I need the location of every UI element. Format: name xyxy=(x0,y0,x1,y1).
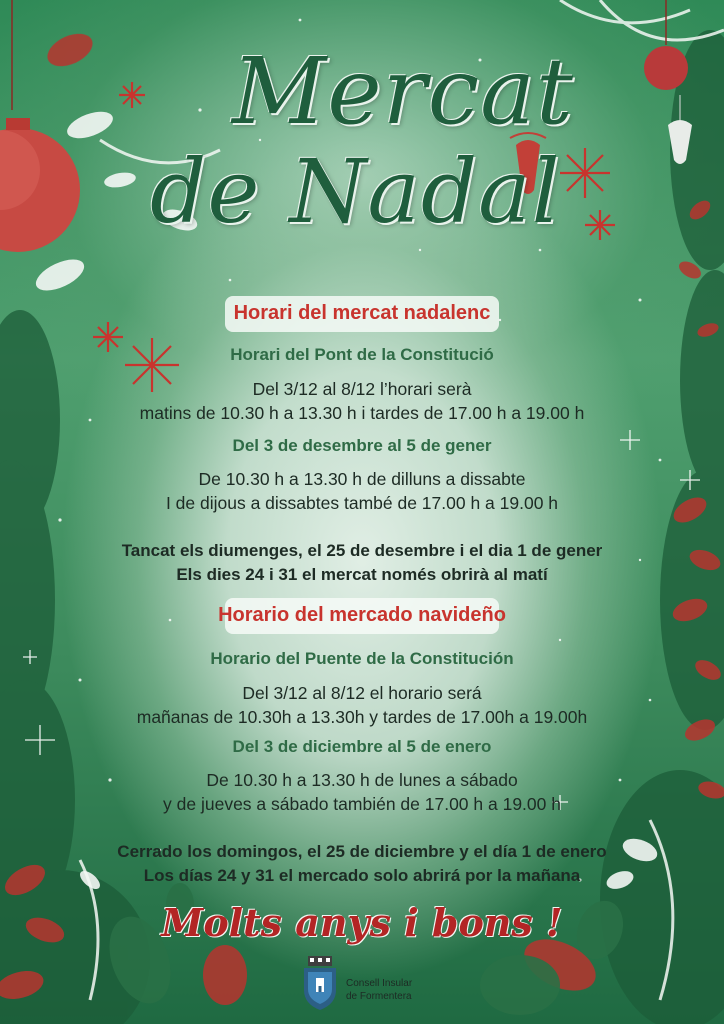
spanish-section1-line2: mañanas de 10.30h a 13.30h y tardes de 17.00h a 19.00h xyxy=(136,707,588,727)
catalan-section2-line2: I de dijous a dissabtes també de 17.00 h a 19.00 h xyxy=(165,493,559,513)
spanish-closed-line2: Los días 24 y 31 el mercado solo abrirá por la mañana xyxy=(143,866,581,885)
spanish-section1-title: Horario del Puente de la Constitución xyxy=(210,649,514,668)
catalan-heading: Horari del mercat nadalenc xyxy=(233,302,491,324)
spanish-heading: Horario del mercado navideño xyxy=(218,604,506,626)
title-line-2: de Nadal xyxy=(150,140,561,243)
spanish-section2-line1: De 10.30 h a 13.30 h de lunes a sábado xyxy=(206,770,518,790)
catalan-section1-line1: Del 3/12 al 8/12 l’horari serà xyxy=(252,379,472,399)
organization-line2: de Formentera xyxy=(346,991,412,1002)
catalan-section2-title: Del 3 de desembre al 5 de gener xyxy=(232,436,492,455)
catalan-closed-line1: Tancat els diumenges, el 25 de desembre i el dia 1 de gener xyxy=(121,541,603,560)
spanish-section2-title: Del 3 de diciembre al 5 de enero xyxy=(232,737,492,756)
spanish-section2-line2: y de jueves a sábado también de 17.00 h a 19.00 h xyxy=(163,794,561,814)
catalan-closed-line2: Els dies 24 i 31 el mercat només obrirà al matí xyxy=(176,565,548,584)
coat-of-arms-icon xyxy=(300,956,340,1010)
spanish-section1-line1: Del 3/12 al 8/12 el horario será xyxy=(242,683,482,703)
spanish-closed-line1: Cerrado los domingos, el 25 de diciembre y el día 1 de enero xyxy=(117,842,607,861)
organization-line1: Consell Insular xyxy=(346,978,413,989)
title-line-1: Mercat xyxy=(232,38,574,145)
greeting: Molts anys i bons ! xyxy=(161,900,563,945)
catalan-section1-line2: matins de 10.30 h a 13.30 h i tardes de 17.00 h a 19.00 h xyxy=(139,403,585,423)
catalan-section2-line1: De 10.30 h a 13.30 h de dilluns a dissabte xyxy=(198,469,526,489)
catalan-section1-title: Horari del Pont de la Constitució xyxy=(230,345,494,364)
